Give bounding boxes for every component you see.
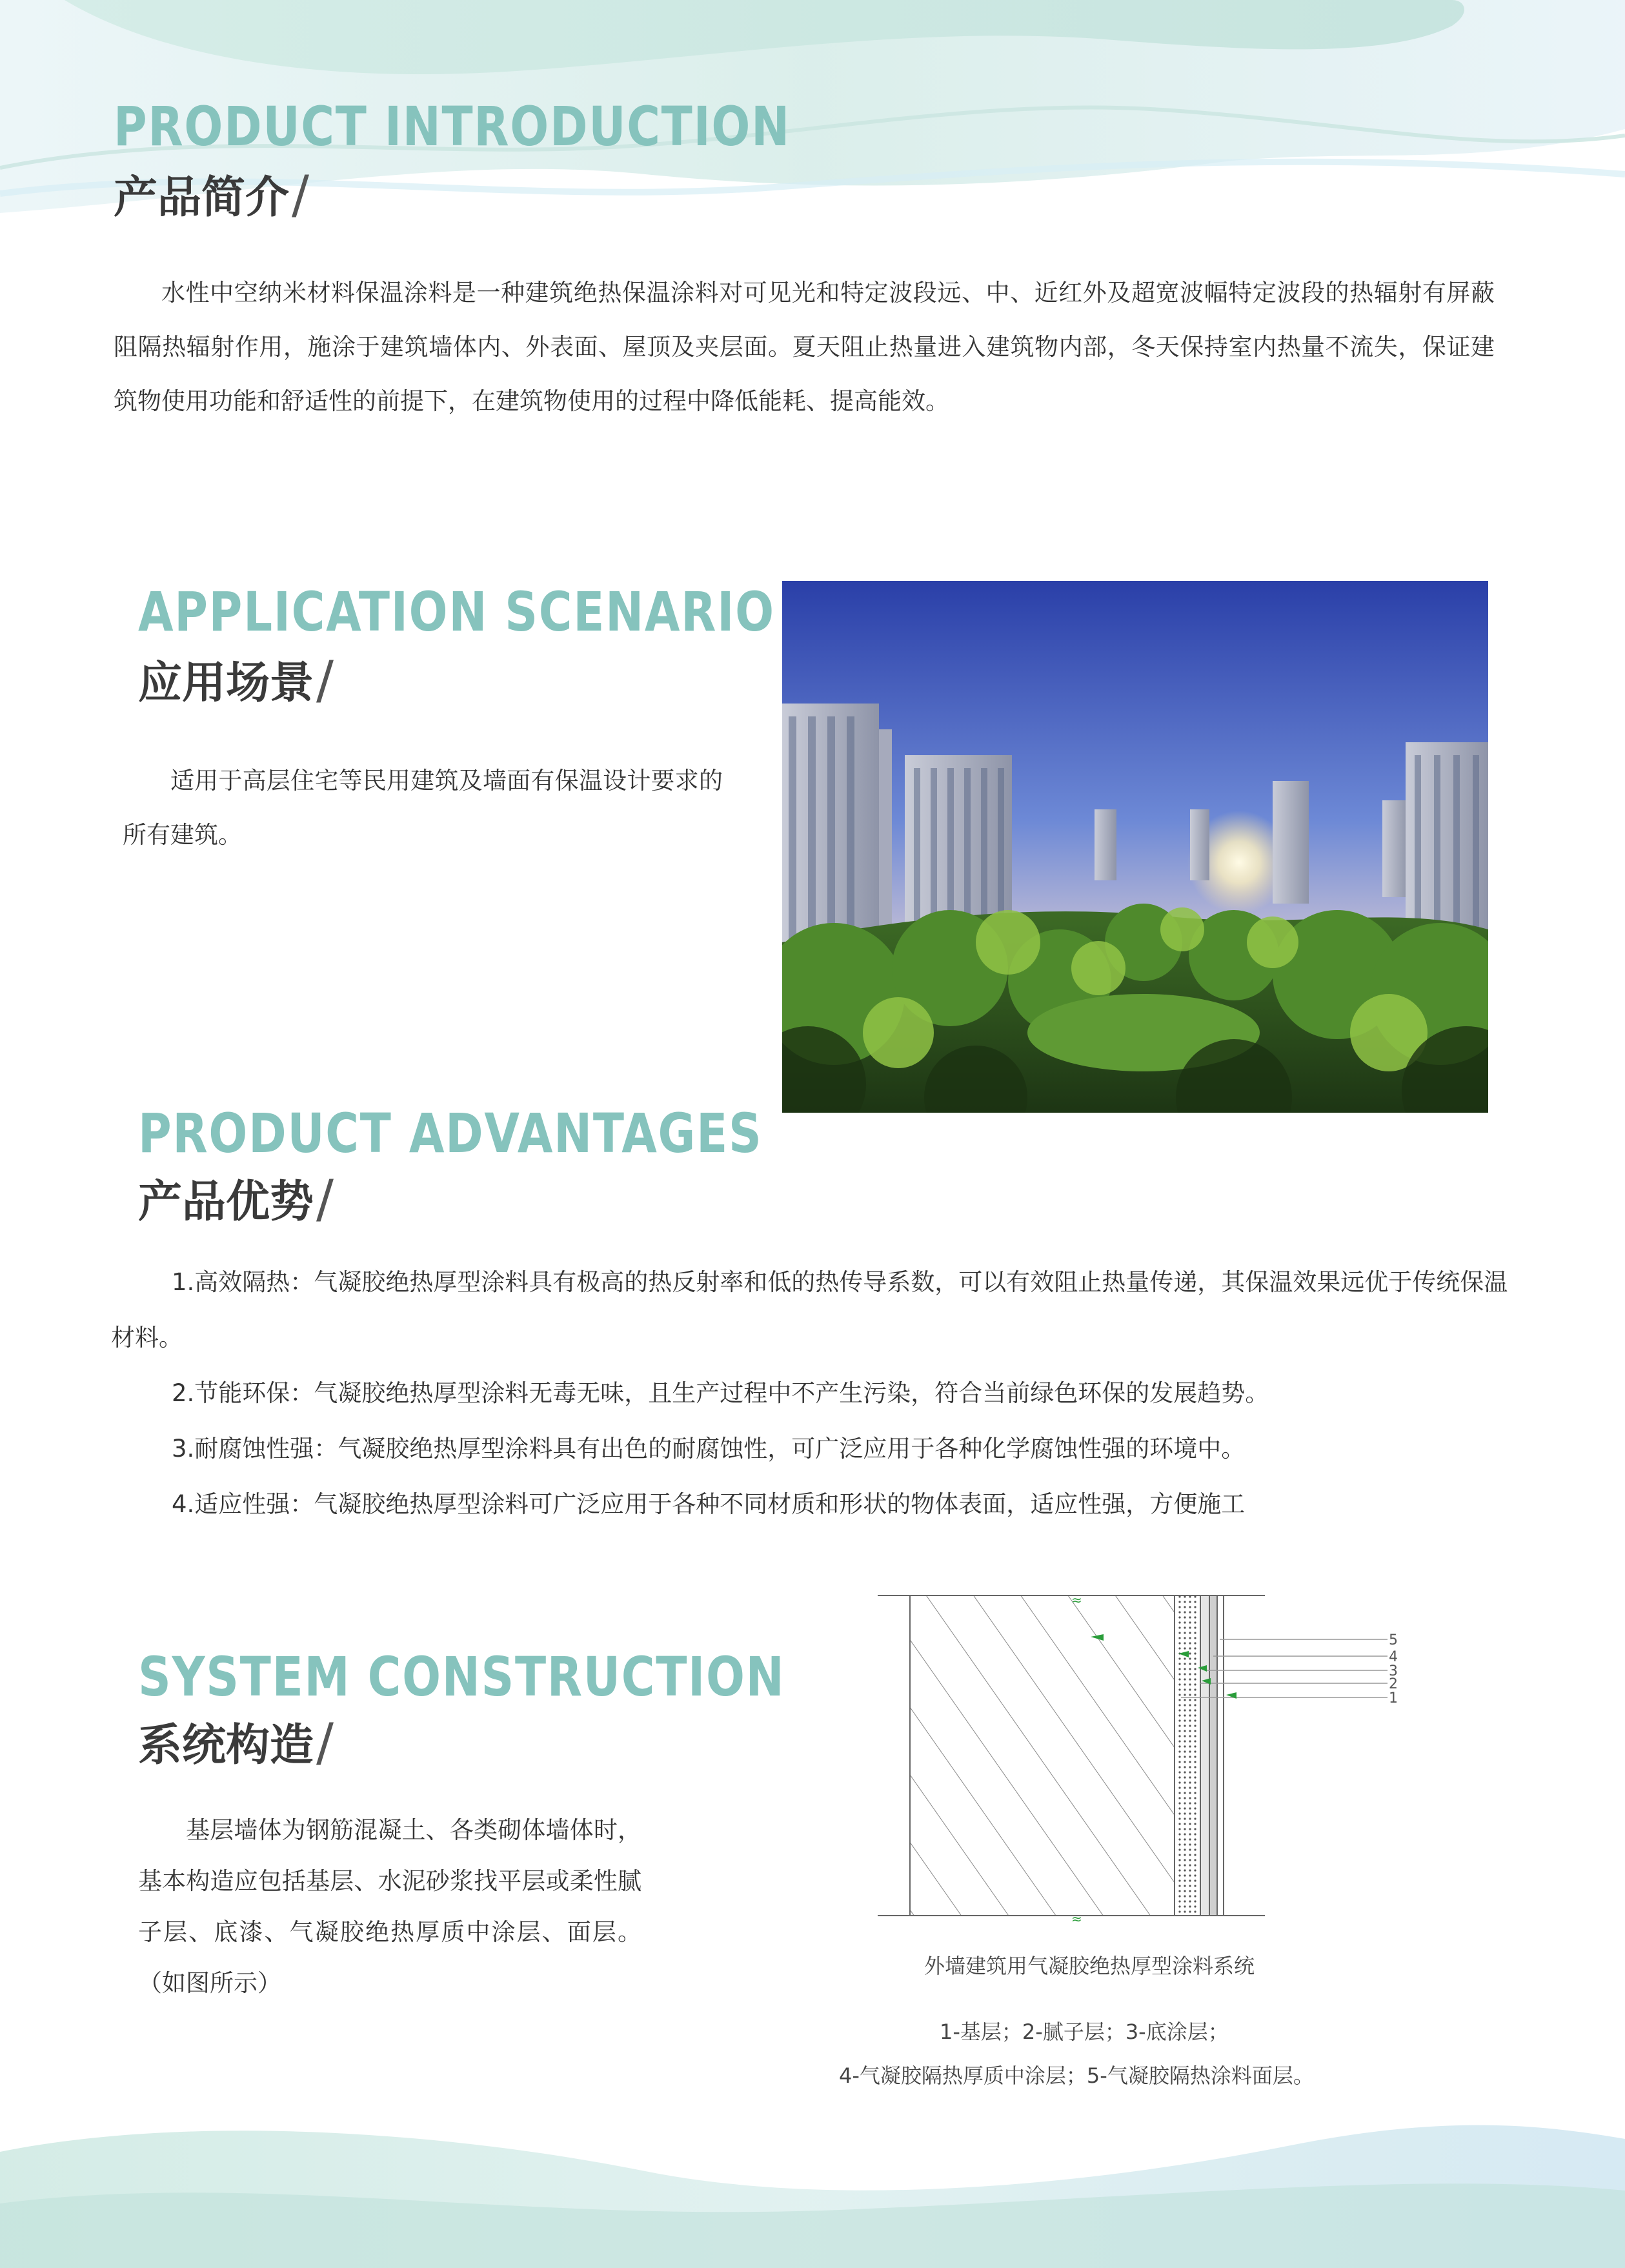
diagram-caption-title: 外墙建筑用气凝胶绝热厚型涂料系统 bbox=[924, 1954, 1255, 1978]
intro-paragraph: 水性中空纳米材料保温涂料是一种建筑绝热保温涂料对可见光和特定波段远、中、近红外及超宽波幅特定波段的热辐射有屏蔽阻隔热辐射作用，施涂于建筑墙体内、外表面、屋顶及夹层面。夏天阻止热量进入建筑物内部，冬天保持室内热量不流失，保证建筑物使用功能和舒适性的前提下，在建筑物使用的过程中降低能耗、提高能效。 bbox=[114, 279, 1495, 415]
diagram-label-1: 1 bbox=[1389, 1690, 1398, 1706]
advantage-item-text: 1.高效隔热：气凝胶绝热厚型涂料具有极高的热反射率和低的热传导系数，可以有效阻止热量传递，其保温效果远优于传统保温材料。 bbox=[111, 1268, 1508, 1352]
system-cn-title-text: 系统构造 bbox=[138, 1720, 314, 1771]
application-cn-title bbox=[138, 650, 334, 710]
diagram-caption-line2: 4-气凝胶隔热厚质中涂层；5-气凝胶隔热涂料面层。 bbox=[839, 2063, 1314, 2088]
application-cn-title-text: 应用场景 bbox=[138, 658, 314, 709]
diagram-caption-line1: 1-基层；2-腻子层；3-底涂层； bbox=[940, 2020, 1229, 2044]
intro-cn-title bbox=[114, 165, 309, 225]
advantages-list bbox=[111, 1255, 1518, 1532]
advantage-item bbox=[111, 1255, 1518, 1366]
advantages-cn-title-text: 产品优势 bbox=[138, 1177, 314, 1228]
svg-text:≈: ≈ bbox=[1071, 1911, 1082, 1927]
title-slash: / bbox=[316, 650, 334, 710]
advantages-en-title: PRODUCT ADVANTAGES bbox=[138, 1102, 763, 1165]
diagram-label-3: 3 bbox=[1389, 1663, 1398, 1679]
application-en-title: APPLICATION SCENARIO bbox=[138, 580, 775, 643]
advantage-item bbox=[111, 1421, 1518, 1477]
title-slash: / bbox=[316, 1169, 334, 1229]
system-paragraph: 基层墙体为钢筋混凝土、各类砌体墙体时，基本构造应包括基层、水泥砂浆找平层或柔性腻子层、底漆、气凝胶绝热厚质中涂层、面层。（如图所示） bbox=[138, 1816, 641, 1997]
intro-en-title: PRODUCT INTRODUCTION bbox=[114, 95, 791, 158]
advantage-item-text: 2.节能环保：气凝胶绝热厚型涂料无毒无味，且生产过程中不产生污染，符合当前绿色环保的发展趋势。 bbox=[172, 1379, 1269, 1407]
advantage-item-text: 3.耐腐蚀性强：气凝胶绝热厚型涂料具有出色的耐腐蚀性，可广泛应用于各种化学腐蚀性强的环境中。 bbox=[172, 1435, 1246, 1463]
advantages-cn-title bbox=[138, 1169, 334, 1229]
advantage-item bbox=[111, 1477, 1518, 1532]
diagram-label-2: 2 bbox=[1389, 1676, 1398, 1692]
system-en-title: SYSTEM CONSTRUCTION bbox=[138, 1645, 785, 1708]
bottom-wave-decoration bbox=[0, 2074, 1625, 2268]
intro-cn-title-text: 产品简介 bbox=[114, 172, 290, 223]
residential-complex-photo bbox=[782, 581, 1488, 1113]
diagram-label-4: 4 bbox=[1389, 1649, 1398, 1665]
title-slash: / bbox=[292, 165, 309, 225]
wall-layer-diagram bbox=[878, 1594, 1407, 1930]
svg-text:≈: ≈ bbox=[1071, 1594, 1082, 1608]
application-paragraph: 适用于高层住宅等民用建筑及墙面有保温设计要求的所有建筑。 bbox=[123, 767, 723, 849]
advantage-item-text: 4.适应性强：气凝胶绝热厚型涂料可广泛应用于各种不同材质和形状的物体表面，适应性强，方便施工 bbox=[172, 1490, 1246, 1518]
advantage-item bbox=[111, 1366, 1518, 1421]
system-cn-title bbox=[138, 1712, 334, 1772]
title-slash: / bbox=[316, 1712, 334, 1772]
diagram-label-5: 5 bbox=[1389, 1632, 1398, 1648]
